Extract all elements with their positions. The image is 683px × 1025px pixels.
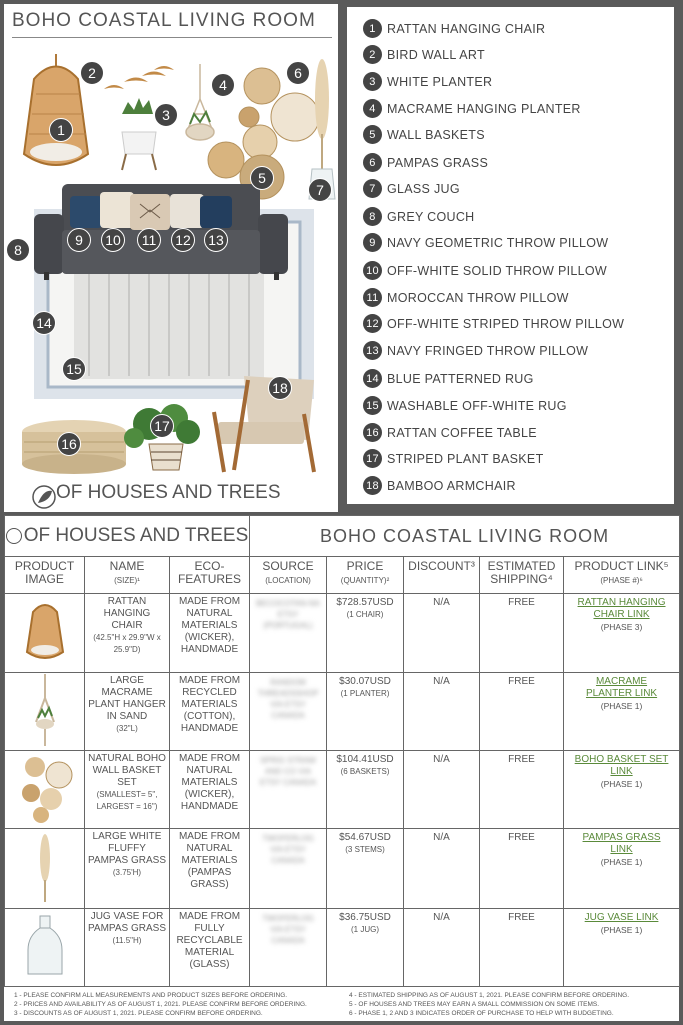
header-link-label: PRODUCT LINK⁵ [574, 559, 669, 573]
source-text: RANDOM THREADSSHOP VIA ETSY CANADA [257, 678, 319, 720]
header-eco: ECO-FEATURES [170, 557, 250, 594]
product-name-cell [85, 673, 170, 751]
product-image-cell [5, 829, 85, 909]
legend-label: WASHABLE OFF-WHITE RUG [387, 398, 567, 413]
legend-item [363, 423, 537, 442]
mood-board [4, 4, 338, 512]
legend-item [363, 476, 516, 495]
legend-number: 3 [363, 72, 382, 91]
price-cell [327, 829, 404, 909]
legend-number: 9 [363, 233, 382, 252]
source-text: TWOFERLOG VIA ETSY CANADA [262, 914, 314, 945]
marker-17: 17 [150, 414, 174, 438]
price-quantity: (3 STEMS) [345, 845, 385, 854]
marker-8: 8 [6, 238, 30, 262]
macrame-thumbnail [30, 674, 60, 746]
legend-number: 4 [363, 99, 382, 118]
table-row [5, 751, 680, 829]
product-image-cell [5, 594, 85, 673]
shipping-cell: FREE [480, 594, 564, 673]
legend-item [363, 19, 545, 38]
legend-label: NAVY FRINGED THROW PILLOW [387, 343, 589, 358]
rattan-hanging-chair-illustration [24, 54, 88, 165]
legend-number: 14 [363, 369, 382, 388]
header-price-label: PRICE [346, 559, 384, 573]
legend-number: 11 [363, 288, 382, 307]
legend-item [363, 261, 607, 280]
discount-cell: N/A [404, 673, 480, 751]
legend-label: WALL BASKETS [387, 127, 485, 142]
price-quantity: (1 CHAIR) [346, 610, 384, 619]
product-name: RATTAN HANGING CHAIR [103, 596, 151, 631]
legend-number: 2 [363, 45, 382, 64]
table-brand: OF HOUSES AND TREES [23, 525, 249, 547]
marker-18: 18 [268, 376, 292, 400]
price-quantity: (1 JUG) [351, 925, 380, 934]
legend-label: RATTAN HANGING CHAIR [387, 21, 546, 36]
purchase-phase: (PHASE 1) [600, 925, 643, 935]
table-row [5, 673, 680, 751]
price-quantity: (1 PLANTER) [340, 689, 390, 698]
white-planter-illustration [122, 98, 156, 170]
product-name-cell [85, 909, 170, 987]
product-image-cell [5, 751, 85, 829]
price-cell [327, 673, 404, 751]
legend-label: OFF-WHITE SOLID THROW PILLOW [387, 263, 607, 278]
legend-number: 7 [363, 179, 382, 198]
product-size: (42.5"H x 29.9"W x 25.9"D) [93, 633, 161, 654]
marker-1: 1 [49, 118, 73, 142]
header-link-sub: (PHASE #)⁶ [600, 576, 643, 585]
discount-cell: N/A [404, 909, 480, 987]
marker-11: 11 [137, 228, 161, 252]
eco-features-cell: MADE FROM RECYCLED MATERIALS (COTTON), HANDMADE [170, 673, 250, 751]
product-name-cell [85, 751, 170, 829]
legend-label: MACRAME HANGING PLANTER [387, 101, 581, 116]
product-link-cell [564, 751, 680, 829]
eco-features-cell: MADE FROM FULLY RECYCLABLE MATERIAL (GLASS) [170, 909, 250, 987]
legend-label: GREY COUCH [387, 209, 475, 224]
product-link-cell [564, 594, 680, 673]
price-value: $104.41USD [336, 754, 394, 765]
product-name: LARGE MACRAME PLANT HANGER IN SAND [88, 675, 166, 722]
header-name [85, 557, 170, 594]
legend-item [363, 288, 569, 307]
discount-cell: N/A [404, 751, 480, 829]
legend-item [363, 207, 475, 226]
source-cell [250, 673, 327, 751]
header-discount: DISCOUNT³ [404, 557, 480, 594]
leaf-logo-icon [6, 528, 22, 544]
discount-cell: N/A [404, 829, 480, 909]
shipping-cell: FREE [480, 673, 564, 751]
table-brand-cell [5, 516, 250, 557]
marker-7: 7 [308, 178, 332, 202]
legend-label: GLASS JUG [387, 181, 460, 196]
footnote-5: 5 - OF HOUSES AND TREES MAY EARN A SMALL COMMISSION ON SOME ITEMS. [349, 1001, 600, 1008]
throw-pillows-illustration [70, 192, 232, 230]
footnote-6: 6 - PHASE 1, 2 AND 3 INDICATES ORDER OF PURCHASE TO HELP WITH BUDGETING. [349, 1010, 614, 1017]
price-cell [327, 594, 404, 673]
product-size: (3.75'H) [112, 868, 142, 877]
marker-6: 6 [286, 61, 310, 85]
product-size: (11.5"H) [112, 936, 142, 945]
price-cell [327, 751, 404, 829]
source-cell [250, 829, 327, 909]
brand-name: OF HOUSES AND TREES [56, 482, 281, 503]
legend-item [363, 153, 488, 172]
header-source [250, 557, 327, 594]
marker-3: 3 [154, 103, 178, 127]
legend-number: 13 [363, 341, 382, 360]
eco-features-cell: MADE FROM NATURAL MATERIALS (WICKER), HANDMADE [170, 751, 250, 829]
marker-4: 4 [211, 73, 235, 97]
product-name-cell [85, 829, 170, 909]
price-value: $728.57USD [336, 597, 394, 608]
table-title: BOHO COASTAL LIVING ROOM [250, 516, 680, 557]
product-link-cell [564, 673, 680, 751]
header-link [564, 557, 680, 594]
source-cell [250, 594, 327, 673]
legend-label: RATTAN COFFEE TABLE [387, 425, 537, 440]
discount-cell: N/A [404, 594, 480, 673]
marker-14: 14 [32, 311, 56, 335]
legend-item [363, 45, 485, 64]
legend-number: 10 [363, 261, 382, 280]
purchase-phase: (PHASE 1) [600, 701, 643, 711]
footnote-3: 3 - DISCOUNTS AS OF AUGUST 1, 2021. PLEASE CONFIRM BEFORE ORDERING. [14, 1010, 263, 1017]
product-size: (SMALLEST= 5", LARGEST = 16") [96, 790, 158, 811]
table-row [5, 829, 680, 909]
product-link[interactable]: MACRAME PLANTER LINK [585, 676, 658, 699]
product-image-cell [5, 909, 85, 987]
legend-item [363, 449, 544, 468]
price-quantity: (6 BASKETS) [340, 767, 390, 776]
legend-label: NAVY GEOMETRIC THROW PILLOW [387, 235, 609, 250]
purchase-phase: (PHASE 3) [600, 622, 643, 632]
legend-number: 1 [363, 19, 382, 38]
product-link[interactable]: RATTAN HANGING CHAIR LINK [577, 597, 666, 620]
leaf-logo-icon [33, 486, 55, 508]
product-link-cell [564, 909, 680, 987]
legend-item [363, 99, 581, 118]
price-value: $30.07USD [339, 676, 391, 687]
header-image: PRODUCT IMAGE [5, 557, 85, 594]
footnote-2: 2 - PRICES AND AVAILABILITY AS OF AUGUST 1, 2021. PLEASE CONFIRM BEFORE ORDERING. [14, 1001, 307, 1008]
footnote-4: 4 - ESTIMATED SHIPPING AS OF AUGUST 1, 2021. PLEASE CONFIRM BEFORE ORDERING. [349, 992, 630, 999]
legend-item [363, 125, 485, 144]
product-name: JUG VASE FOR PAMPAS GRASS [88, 911, 166, 934]
header-source-label: SOURCE [262, 559, 314, 573]
legend-label: BAMBOO ARMCHAIR [387, 478, 516, 493]
legend-number: 6 [363, 153, 382, 172]
legend-item [363, 396, 567, 415]
product-image-cell [5, 673, 85, 751]
product-link[interactable]: JUG VASE LINK [584, 912, 659, 923]
eco-features-cell: MADE FROM NATURAL MATERIALS (PAMPAS GRASS) [170, 829, 250, 909]
marker-5: 5 [250, 166, 274, 190]
footnotes-left [14, 991, 307, 1018]
board-title: BOHO COASTAL LIVING ROOM [12, 10, 316, 31]
shopping-table-panel [4, 515, 679, 1021]
legend-label: MOROCCAN THROW PILLOW [387, 290, 569, 305]
legend-number: 17 [363, 449, 382, 468]
marker-12: 12 [171, 228, 195, 252]
legend-label: BLUE PATTERNED RUG [387, 371, 534, 386]
product-table [4, 515, 680, 987]
legend-label: OFF-WHITE STRIPED THROW PILLOW [387, 316, 625, 331]
source-text: BECOCOTAN-NA ETSY (PORTUGAL) [256, 599, 320, 630]
legend-number: 16 [363, 423, 382, 442]
legend-item [363, 72, 492, 91]
shipping-cell: FREE [480, 751, 564, 829]
legend-label: STRIPED PLANT BASKET [387, 451, 544, 466]
product-name: LARGE WHITE FLUFFY PAMPAS GRASS [88, 831, 166, 866]
wall-baskets-thumbnail [17, 753, 73, 823]
shipping-cell: FREE [480, 909, 564, 987]
legend-label: WHITE PLANTER [387, 74, 493, 89]
purchase-phase: (PHASE 1) [600, 779, 643, 789]
marker-13: 13 [204, 228, 228, 252]
macrame-planter-illustration [186, 64, 214, 140]
product-name: NATURAL BOHO WALL BASKET SET [88, 753, 166, 788]
marker-9: 9 [67, 228, 91, 252]
legend-item [363, 233, 608, 252]
legend-number: 18 [363, 476, 382, 495]
marker-16: 16 [57, 432, 81, 456]
source-text: TWOFERLOG VIA ETSY CANADA [262, 834, 314, 865]
legend-label: BIRD WALL ART [387, 47, 485, 62]
table-row [5, 594, 680, 673]
pampas-thumbnail [37, 832, 53, 902]
hanging-chair-thumbnail [23, 598, 67, 664]
legend-number: 5 [363, 125, 382, 144]
source-cell [250, 909, 327, 987]
product-link[interactable]: PAMPAS GRASS LINK [582, 832, 661, 855]
product-link[interactable]: BOHO BASKET SET LINK [574, 754, 669, 777]
price-value: $36.75USD [339, 912, 391, 923]
product-link-cell [564, 829, 680, 909]
table-title-row [5, 516, 680, 557]
legend-number: 15 [363, 396, 382, 415]
marker-2: 2 [80, 61, 104, 85]
price-value: $54.67USD [339, 832, 391, 843]
shipping-cell: FREE [480, 829, 564, 909]
purchase-phase: (PHASE 1) [600, 857, 643, 867]
footnotes-right [349, 991, 629, 1018]
legend-item [363, 341, 588, 360]
product-size: (32"L) [116, 724, 138, 733]
legend-item [363, 314, 624, 333]
header-price-sub: (QUANTITY)² [340, 576, 390, 585]
legend-label: PAMPAS GRASS [387, 155, 489, 170]
bird-wall-art-illustration [104, 66, 174, 89]
header-price [327, 557, 404, 594]
source-cell [250, 751, 327, 829]
legend-item [363, 369, 534, 388]
marker-10: 10 [101, 228, 125, 252]
price-cell [327, 909, 404, 987]
header-name-sub: (SIZE)¹ [114, 576, 140, 585]
table-row [5, 909, 680, 987]
source-text: SPRIG STRAW AND CO VIA ETSY CANADA [259, 756, 317, 787]
table-header-row [5, 557, 680, 594]
glass-jug-thumbnail [26, 914, 64, 978]
legend-number: 8 [363, 207, 382, 226]
header-source-sub: (LOCATION) [265, 576, 311, 585]
legend-item [363, 179, 460, 198]
header-shipping: ESTIMATED SHIPPING⁴ [480, 557, 564, 594]
legend-number: 12 [363, 314, 382, 333]
product-name-cell [85, 594, 170, 673]
header-name-label: NAME [109, 559, 145, 573]
eco-features-cell: MADE FROM NATURAL MATERIALS (WICKER), HANDMADE [170, 594, 250, 673]
marker-15: 15 [62, 357, 86, 381]
footnote-1: 1 - PLEASE CONFIRM ALL MEASUREMENTS AND PRODUCT SIZES BEFORE ORDERING. [14, 992, 288, 999]
item-legend [344, 4, 677, 507]
